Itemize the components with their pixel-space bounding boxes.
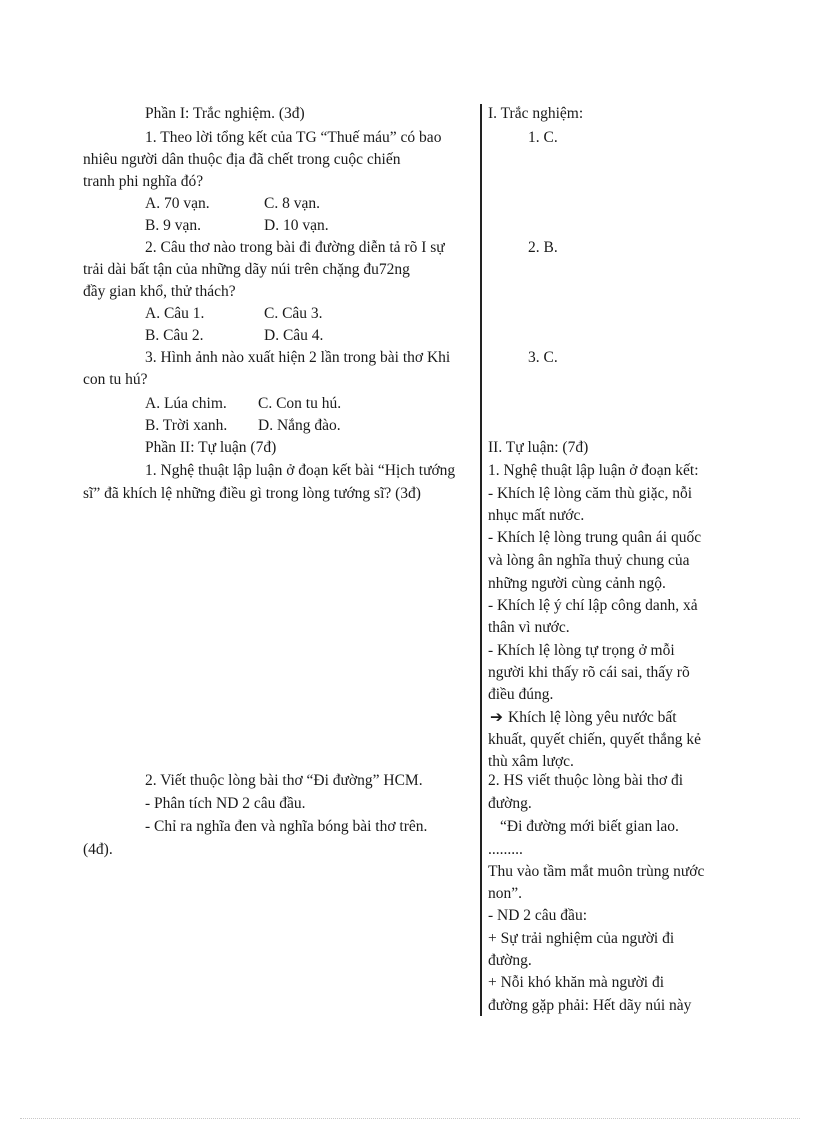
question-2-line: đầy gian khổ, thử thách? [83, 283, 236, 300]
answer-essay-1-line: thân vì nước. [488, 619, 570, 636]
q2-option-c: C. Câu 3. [264, 305, 323, 322]
essay-2-line: - Phân tích ND 2 câu đầu. [145, 795, 306, 812]
answer-essay-1-line: - Khích lệ lòng tự trọng ở mỗi [488, 642, 675, 659]
essay-2-line: - Chỉ ra nghĩa đen và nghĩa bóng bài thơ trên. [145, 818, 428, 835]
answer-essay-2-line: + Sự trải nghiệm của người đi [488, 930, 675, 947]
q2-option-d: D. Câu 4. [264, 327, 324, 344]
q2-option-a: A. Câu 1. [145, 305, 205, 322]
answer-essay-1-line: - Khích lệ ý chí lập công danh, xả [488, 597, 698, 614]
question-3-line: 3. Hình ảnh nào xuất hiện 2 lần trong bài thơ Khi [145, 349, 451, 366]
q1-option-c: C. 8 vạn. [264, 195, 320, 212]
essay-1-line: sĩ” đã khích lệ những điều gì trong lòng tướng sĩ? (3đ) [83, 485, 421, 502]
answer-essay-2-line: “Đi đường mới biết gian lao. [500, 818, 679, 835]
answer-2: 2. B. [528, 239, 558, 256]
arrow-icon: ➔ [490, 709, 503, 726]
q2-option-b: B. Câu 2. [145, 327, 204, 344]
answer-part1-title: I. Trắc nghiệm: [488, 105, 584, 122]
q3-option-d: D. Nắng đào. [258, 417, 341, 434]
answer-essay-1-line: Khích lệ lòng yêu nước bất [508, 709, 677, 726]
answer-essay-2-line: đường gặp phải: Hết dãy núi này [488, 997, 692, 1014]
q3-option-c: C. Con tu hú. [258, 395, 342, 412]
essay-1-line: 1. Nghệ thuật lập luận ở đoạn kết bài “Hịch tướng [145, 462, 456, 479]
answer-essay-1-line: người khi thấy rõ cái sai, thấy rõ [488, 664, 690, 681]
answer-essay-2-line: 2. HS viết thuộc lòng bài thơ đi [488, 772, 684, 789]
question-1-line: 1. Theo lời tổng kết của TG “Thuế máu” có bao [145, 129, 442, 146]
question-1-line: nhiêu người dân thuộc địa đã chết trong cuộc chiến [83, 151, 401, 168]
q1-option-a: A. 70 vạn. [145, 195, 210, 212]
answer-essay-1-line: nhục mất nước. [488, 507, 585, 524]
column-divider [480, 104, 482, 1016]
answer-essay-2-line: - ND 2 câu đầu: [488, 907, 587, 924]
answer-essay-2-line: đường. [488, 952, 532, 969]
answer-essay-1-line: - Khích lệ lòng trung quân ái quốc [488, 529, 702, 546]
answer-essay-1-line: thù xâm lược. [488, 753, 574, 770]
answer-essay-2-line: + Nỗi khó khăn mà người đi [488, 974, 665, 991]
answer-essay-2-line: Thu vào tầm mắt muôn trùng nước [488, 863, 705, 880]
answer-essay-1-line: và lòng ân nghĩa thuỷ chung của [488, 552, 690, 569]
answer-essay-2-line: ......... [488, 841, 523, 858]
question-2-line: trải dài bất tận của những dãy núi trên chặng đu72ng [83, 261, 410, 278]
answer-essay-1-line: điều đúng. [488, 686, 554, 703]
answer-essay-2-line: đường. [488, 795, 532, 812]
essay-2-line: 2. Viết thuộc lòng bài thơ “Đi đường” HCM. [145, 772, 423, 789]
answer-3: 3. C. [528, 349, 558, 366]
q3-option-a: A. Lúa chim. [145, 395, 227, 412]
question-3-line: con tu hú? [83, 371, 148, 388]
answer-part2-title: II. Tự luận: (7đ) [488, 439, 589, 456]
question-1-line: tranh phi nghĩa đó? [83, 173, 204, 190]
answer-essay-2-line: non”. [488, 885, 523, 902]
question-2-line: 2. Câu thơ nào trong bài đi đường diễn tả rõ I sự [145, 239, 445, 256]
q1-option-d: D. 10 vạn. [264, 217, 329, 234]
page-bottom-rule [20, 1118, 800, 1119]
essay-2-line: (4đ). [83, 841, 113, 858]
answer-1: 1. C. [528, 129, 558, 146]
part2-title: Phần II: Tự luận (7đ) [145, 439, 277, 456]
part1-title: Phần I: Trắc nghiệm. (3đ) [145, 105, 305, 122]
q1-option-b: B. 9 vạn. [145, 217, 201, 234]
answer-essay-1-line: - Khích lệ lòng căm thù giặc, nỗi [488, 485, 693, 502]
answer-essay-1-line: những người cùng cảnh ngộ. [488, 575, 666, 592]
q3-option-b: B. Trời xanh. [145, 417, 228, 434]
answer-essay-1-line: khuất, quyết chiến, quyết thắng kẻ [488, 731, 702, 748]
answer-essay-1-line: 1. Nghệ thuật lập luận ở đoạn kết: [488, 462, 699, 479]
